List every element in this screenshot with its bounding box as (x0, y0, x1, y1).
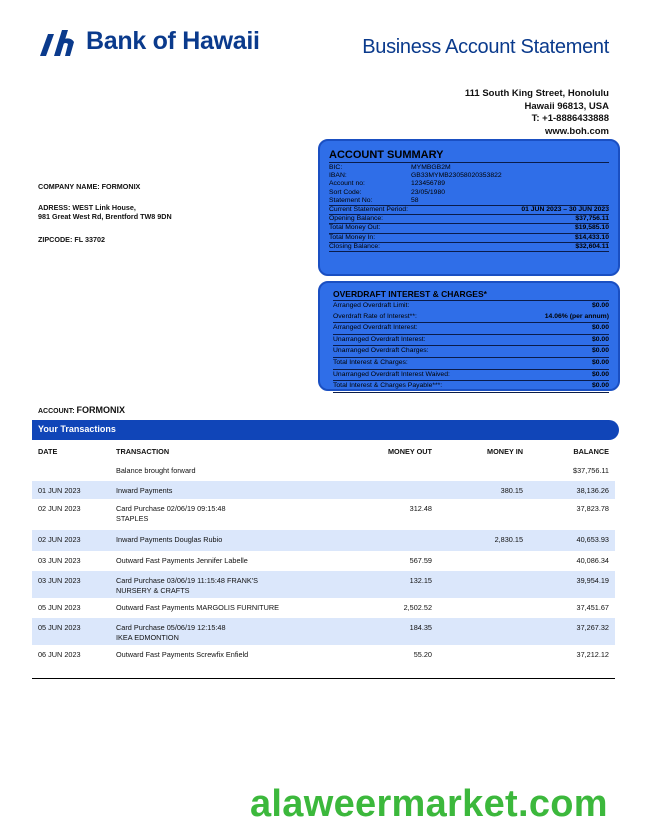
overdraft-value: 14.06% (per annum) (544, 312, 609, 320)
row-balance: 40,086.34 (576, 556, 609, 565)
row-date: 05 JUN 2023 (38, 603, 81, 612)
overdraft-value: $0.00 (591, 302, 609, 309)
table-row (32, 571, 615, 598)
overdraft-box (318, 281, 620, 391)
summary-field-label: BIC: (329, 164, 343, 171)
summary-field-label: Sort Code: (329, 188, 362, 196)
table-row (32, 551, 615, 571)
header-date: DATE (38, 447, 58, 456)
bank-logo-icon (38, 26, 78, 56)
row-balance: 37,823.78 (576, 504, 609, 513)
transactions-bar: Your Transactions (32, 420, 619, 440)
header-balance: BALANCE (573, 447, 609, 456)
overdraft-value: $0.00 (591, 324, 609, 332)
overdraft-value: $0.00 (591, 347, 609, 355)
summary-line-label: Current Statement Period: (329, 206, 408, 214)
overdraft-row (333, 358, 609, 370)
summary-line-value: $14,433.10 (574, 233, 609, 241)
summary-line-label: Total Money Out: (329, 224, 381, 232)
row-money-in: 380.15 (500, 486, 523, 495)
table-row (32, 618, 615, 645)
account-label-row (38, 405, 125, 415)
bank-address-line: 111 South King Street, Honolulu (464, 88, 609, 99)
summary-line-value: $32,604.11 (575, 242, 609, 250)
summary-field (329, 164, 609, 172)
overdraft-value: $0.00 (591, 335, 609, 343)
overdraft-label: Arranged Overdraft Interest: (333, 324, 418, 332)
summary-field-label: IBAN: (329, 172, 347, 180)
row-balance: 37,451.67 (576, 603, 609, 612)
row-description: Card Purchase 02/06/19 09:15:48 STAPLES (116, 504, 226, 523)
summary-field-label: Account no: (329, 180, 365, 188)
summary-line-label: Opening Balance: (329, 215, 384, 223)
overdraft-label: Total Interest & Charges Payable***: (333, 382, 443, 390)
row-money-out: 2,502.52 (403, 603, 432, 612)
overdraft-label: Unarranged Overdraft Interest: (333, 335, 426, 343)
bank-address-line: Hawaii 96813, USA (524, 100, 609, 112)
summary-line (329, 243, 609, 252)
row-money-out: 132.15 (409, 576, 432, 585)
row-money-out: 184.35 (409, 623, 432, 632)
summary-field-value: 23/05/1980 (411, 188, 446, 196)
overdraft-value: $0.00 (591, 358, 609, 366)
table-row (32, 461, 615, 481)
row-balance: 39,954.19 (576, 576, 609, 585)
row-date: 02 JUN 2023 (38, 504, 81, 513)
row-date: 03 JUN 2023 (38, 556, 81, 565)
summary-line-value: 01 JUN 2023 – 30 JUN 2023 (521, 206, 609, 214)
overdraft-label: Overdraft Rate of Interest**: (333, 312, 417, 320)
account-name: FORMONIX (76, 405, 126, 415)
row-description: Card Purchase 05/06/19 12:15:48 IKEA EDMONTION (116, 623, 226, 642)
overdraft-row (333, 370, 609, 382)
row-description: Outward Fast Payments Jennifer Labelle (116, 556, 248, 565)
bank-address (465, 88, 609, 138)
summary-field-value: 123456789 (411, 180, 446, 188)
table-row (32, 645, 615, 667)
summary-line-value: $37,756.11 (575, 215, 609, 223)
table-row (32, 530, 615, 551)
summary-line-value: $19,585.10 (574, 224, 609, 232)
summary-line (329, 215, 609, 224)
row-balance: 40,653.93 (576, 535, 609, 544)
row-date: 05 JUN 2023 (38, 623, 81, 632)
company-zipcode: ZIPCODE: FL 33702 (38, 235, 105, 244)
overdraft-row (333, 346, 609, 358)
overdraft-value: $0.00 (591, 382, 609, 390)
summary-line (329, 224, 609, 233)
table-row (32, 481, 615, 499)
summary-field-value: 58 (411, 196, 419, 204)
summary-line-label: Total Money In: (329, 233, 376, 241)
overdraft-label: Unarranged Overdraft Charges: (333, 347, 429, 355)
row-money-out: 55.20 (413, 650, 432, 659)
summary-field-value: GB33MYMB23058020353822 (411, 172, 502, 180)
header-money-out: MONEY OUT (387, 447, 432, 456)
row-money-out: 312.48 (409, 504, 432, 513)
row-money-out: 567.59 (409, 556, 432, 565)
overdraft-title: OVERDRAFT INTEREST & CHARGES* (333, 289, 609, 301)
summary-field-value: MYMBGB2M (411, 164, 451, 171)
header-transaction: TRANSACTION (116, 447, 170, 456)
company-name: COMPANY NAME: FORMONIX (38, 182, 141, 191)
summary-line-label: Closing Balance: (329, 242, 381, 250)
table-row (32, 499, 615, 530)
account-label: ACCOUNT: (38, 408, 75, 415)
row-description: Balance brought forward (116, 466, 196, 475)
bank-logo (38, 26, 260, 56)
row-balance: 38,136.26 (576, 486, 609, 495)
overdraft-row (333, 323, 609, 335)
row-date: 03 JUN 2023 (38, 576, 81, 585)
table-row (32, 598, 615, 618)
row-balance: $37,756.11 (573, 466, 609, 475)
bank-logo-text: Bank of Hawaii (86, 26, 260, 55)
row-balance: 37,212.12 (576, 650, 609, 659)
overdraft-label: Arranged Overdraft Limit: (333, 302, 410, 309)
overdraft-row (333, 381, 609, 393)
row-description: Card Purchase 03/06/19 11:15:48 FRANK'S NURSERY & CRAFTS (116, 576, 259, 595)
document-title: Business Account Statement (362, 36, 609, 58)
summary-line (329, 234, 609, 243)
row-description: Inward Payments Douglas Rubio (116, 535, 223, 544)
summary-field-label: Statement No: (329, 196, 373, 204)
summary-field (329, 197, 609, 206)
header-money-in: MONEY IN (487, 447, 523, 456)
row-description: Outward Fast Payments MARGOLIS FURNITURE (116, 603, 279, 612)
row-date: 01 JUN 2023 (38, 486, 81, 495)
table-bottom-rule (32, 678, 615, 679)
overdraft-row (333, 312, 609, 324)
row-balance: 37,267.32 (576, 623, 609, 632)
row-description: Outward Fast Payments Screwfix Enfield (116, 650, 249, 659)
row-date: 06 JUN 2023 (38, 650, 81, 659)
overdraft-label: Total Interest & Charges: (333, 358, 408, 366)
overdraft-row (333, 335, 609, 347)
bank-website: www.boh.com (544, 125, 609, 137)
summary-field (329, 189, 609, 197)
summary-line (329, 206, 609, 215)
bank-phone: T: +1-8886433888 (531, 113, 609, 124)
row-description: Inward Payments (116, 486, 173, 495)
account-summary-box (318, 139, 620, 276)
row-money-in: 2,830.15 (494, 535, 523, 544)
summary-field (329, 172, 609, 180)
company-address: ADRESS: WEST Link House, (38, 203, 136, 212)
account-summary-title: ACCOUNT SUMMARY (329, 149, 609, 163)
summary-field (329, 180, 609, 188)
watermark: alaweermarket.com (250, 783, 608, 825)
overdraft-row (333, 301, 609, 312)
overdraft-value: $0.00 (591, 370, 609, 378)
company-address-line2: 981 Great West Rd, Brentford TW8 9DN (38, 212, 172, 221)
row-date: 02 JUN 2023 (38, 535, 81, 544)
overdraft-label: Unarranged Overdraft Interest Waived: (333, 370, 450, 378)
